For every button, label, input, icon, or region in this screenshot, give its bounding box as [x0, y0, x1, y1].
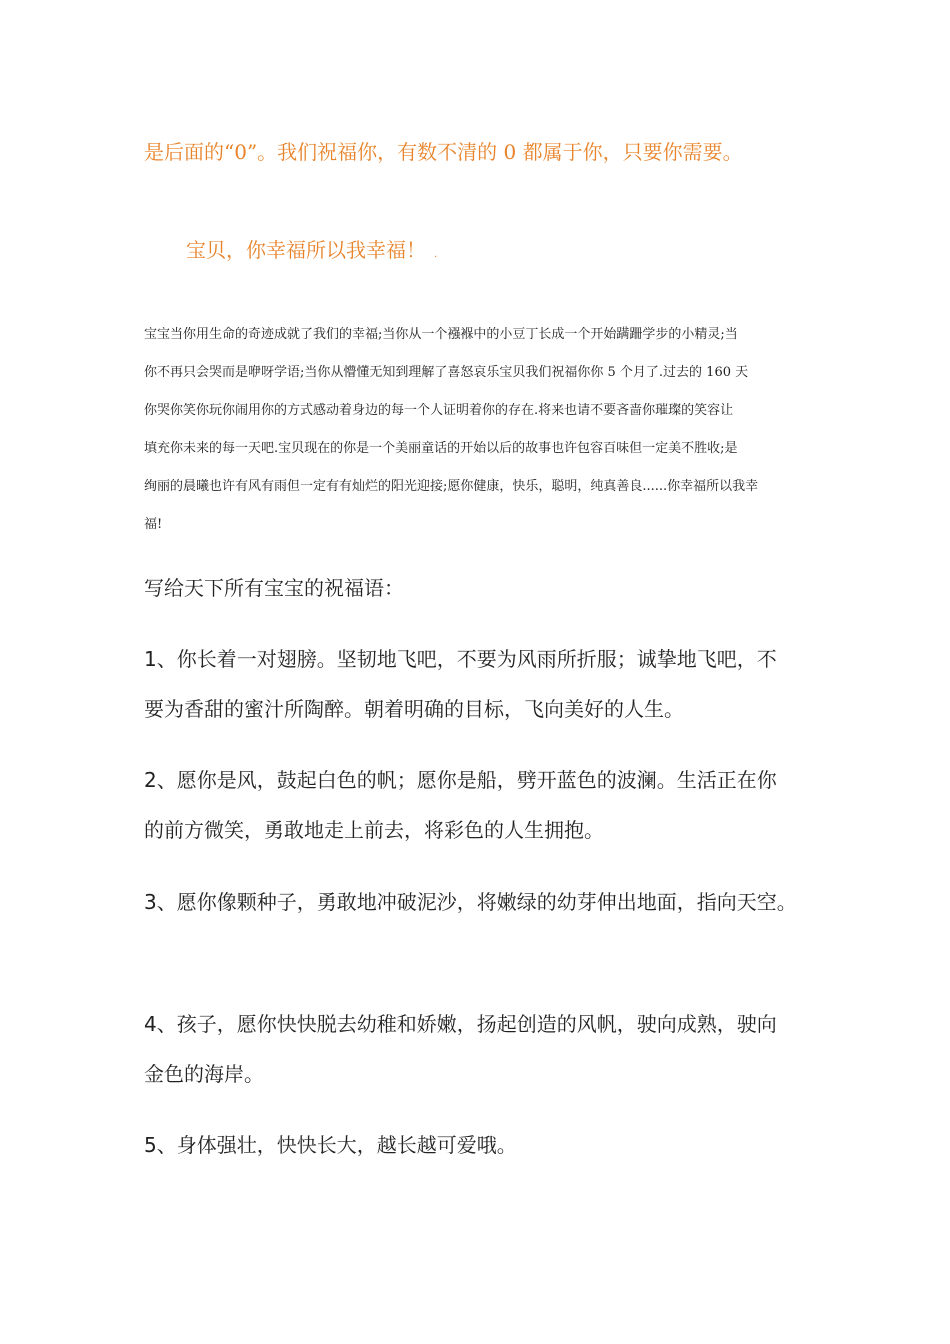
- wish-item-2: [144, 755, 777, 855]
- paragraph-line: 宝宝当你用生命的奇迹成就了我们的幸福;当你从一个襁褓中的小豆丁长成一个开始蹒跚学步的小精灵;当: [144, 327, 738, 342]
- section-heading: 写给天下所有宝宝的祝福语：: [144, 576, 404, 600]
- wish-item-1: [144, 634, 777, 734]
- wish-item-4: [144, 999, 777, 1099]
- paragraph-line: 你不再只会哭而是咿呀学语;当你从懵懂无知到理解了喜怒哀乐宝贝我们祝福你你 5 个月了.过去的 160 天: [144, 365, 749, 380]
- orange-text-line-2: [186, 234, 437, 263]
- wish-line: 金色的海岸。: [144, 1062, 264, 1086]
- wish-line: 5、身体强壮，快快长大，越长越可爱哦。: [144, 1133, 517, 1157]
- paragraph-line: 绚丽的晨曦也许有风有雨但一定有有灿烂的阳光迎接;愿你健康，快乐，聪明，纯真善良......你幸福所以我幸: [144, 479, 759, 494]
- paragraph-line: 福!: [144, 517, 163, 532]
- blessing-paragraph: [144, 316, 814, 544]
- wish-line: 要为香甜的蜜汁所陶醉。朝着明确的目标，飞向美好的人生。: [144, 697, 684, 721]
- orange-text-line-2-text: 宝贝，你幸福所以我幸福！: [186, 238, 426, 262]
- wish-item-3: [144, 877, 797, 927]
- wish-line: 的前方微笑，勇敢地走上前去，将彩色的人生拥抱。: [144, 818, 604, 842]
- orange-dot: .: [434, 249, 438, 260]
- wish-line: 3、愿你像颗种子，勇敢地冲破泥沙，将嫩绿的幼芽伸出地面，指向天空。: [144, 890, 797, 914]
- paragraph-line: 你哭你笑你玩你闹用你的方式感动着身边的每一个人证明着你的存在.将来也请不要吝啬你璀璨的笑容让: [144, 403, 734, 418]
- wish-item-5: [144, 1120, 517, 1170]
- orange-text-line-1: 是后面的“0”。我们祝福你，有数不清的 0 都属于你，只要你需要。: [144, 140, 743, 164]
- wish-line: 1、你长着一对翅膀。坚韧地飞吧，不要为风雨所折服；诚挚地飞吧，不: [144, 647, 777, 671]
- paragraph-line: 填充你未来的每一天吧.宝贝现在的你是一个美丽童话的开始以后的故事也许包容百味但一定美不胜收;是: [144, 441, 738, 456]
- wish-line: 4、孩子，愿你快快脱去幼稚和娇嫩，扬起创造的风帆，驶向成熟，驶向: [144, 1012, 777, 1036]
- wish-line: 2、愿你是风，鼓起白色的帆；愿你是船，劈开蓝色的波澜。生活正在你: [144, 768, 777, 792]
